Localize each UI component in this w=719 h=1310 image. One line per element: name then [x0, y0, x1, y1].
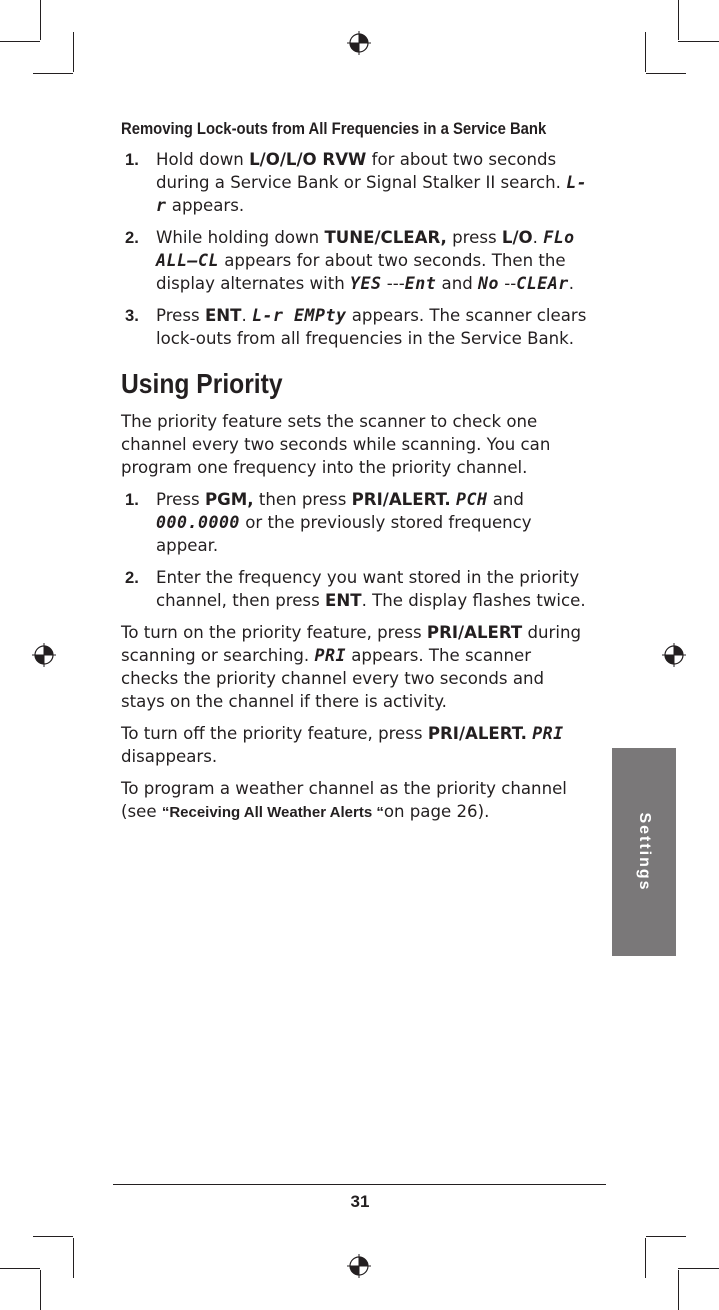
paragraph-text: on page 26).	[383, 802, 490, 821]
display-text: 000.0000	[156, 513, 240, 532]
step-number: 2.	[125, 228, 139, 247]
step-text: ---	[381, 274, 405, 293]
side-tab-label: Settings	[636, 812, 653, 892]
paragraph-text: To turn off the priority feature, press	[121, 724, 428, 743]
cross-reference-link[interactable]: “Receiving All Weather Alerts “	[161, 804, 384, 821]
step-text: appears.	[166, 196, 245, 215]
registration-mark-icon	[32, 643, 56, 667]
step-text: and	[487, 490, 524, 509]
step-text: Press	[156, 490, 205, 509]
crop-mark	[645, 1238, 646, 1278]
registration-mark-icon	[347, 31, 371, 55]
display-text: L-r	[156, 173, 588, 215]
paragraph-text: To turn on the priority feature, press	[121, 623, 427, 642]
list-item	[121, 304, 591, 350]
crop-mark	[40, 1270, 41, 1310]
step-text: press	[446, 228, 502, 247]
list-item	[121, 566, 591, 612]
page-number: 31	[350, 1192, 370, 1211]
step-text: While holding down	[156, 228, 325, 247]
key-name: L/O/L/O RVW	[249, 150, 367, 169]
step-text: Enter the frequency you want stored in the priority channel, then press	[156, 568, 580, 610]
display-text: PRI	[532, 724, 564, 743]
registration-mark-icon	[347, 1254, 371, 1278]
display-text: CLEAr	[516, 274, 569, 293]
step-text: .	[532, 228, 544, 247]
crop-mark	[73, 32, 74, 72]
step-text: for about two seconds during a Service Bank or Signal Stalker II search.	[156, 150, 567, 192]
crop-mark	[33, 1236, 73, 1237]
crop-mark	[73, 1238, 74, 1278]
key-name: PRI/ALERT.	[427, 724, 527, 743]
page-content	[121, 118, 591, 833]
crop-mark	[678, 1270, 679, 1310]
crop-mark	[678, 0, 679, 40]
step-text: --	[499, 274, 517, 293]
footer-divider	[113, 1184, 606, 1185]
display-text: PRI	[314, 646, 346, 665]
step-text: . The display flashes twice.	[361, 591, 586, 610]
crop-mark	[645, 32, 646, 72]
display-text: FLo ALL–CL	[156, 228, 575, 270]
crop-mark	[0, 41, 40, 42]
display-text: Ent	[404, 274, 437, 293]
paragraph-text: appears. The scanner checks the priority channel every two seconds and stays on the channel if there is activity.	[121, 646, 545, 711]
crop-mark	[0, 1268, 40, 1269]
turn-off-paragraph	[121, 722, 591, 768]
display-text: PCH	[455, 490, 488, 509]
display-text: No	[478, 274, 500, 293]
key-name: ENT	[325, 591, 362, 610]
weather-paragraph	[121, 777, 591, 824]
crop-mark	[646, 1236, 686, 1237]
registration-mark-icon	[662, 643, 686, 667]
list-item	[121, 488, 591, 557]
paragraph-text: disappears.	[121, 747, 218, 766]
step-text: Press	[156, 306, 205, 325]
display-text: L-r EMPty	[252, 306, 347, 325]
crop-mark	[646, 73, 686, 74]
key-name: PRI/ALERT	[426, 623, 523, 642]
paragraph-text: during scanning or searching.	[121, 623, 582, 665]
step-text: .	[568, 274, 575, 293]
step-number: 1.	[125, 150, 139, 169]
section-subheading: Removing Lock-outs from All Frequencies in a Service Bank	[121, 120, 547, 138]
step-text: appears. The scanner clears lock-outs from all frequencies in the Service Bank.	[156, 306, 587, 348]
key-name: L/O	[501, 228, 533, 247]
step-text: or the previously stored frequency appear.	[156, 513, 532, 555]
intro-paragraph: The priority feature sets the scanner to check one channel every two seconds while scanning. You can program one frequency into the priority channel.	[121, 412, 551, 477]
step-text: appears for about two seconds. Then the display alternates with	[156, 251, 566, 293]
key-name: ENT	[204, 306, 242, 325]
crop-mark	[40, 0, 41, 40]
step-text: then press	[253, 490, 352, 509]
crop-mark	[678, 41, 719, 42]
key-name: PGM,	[204, 490, 254, 509]
step-text: and	[436, 274, 479, 293]
key-name: TUNE/CLEAR,	[324, 228, 447, 247]
turn-on-paragraph	[121, 621, 591, 713]
key-name: PRI/ALERT.	[351, 490, 451, 509]
crop-mark	[33, 73, 73, 74]
list-item	[121, 148, 591, 217]
step-number: 1.	[125, 490, 139, 509]
step-text: .	[241, 306, 253, 325]
list-item	[121, 226, 591, 295]
page-title: Using Priority	[121, 368, 283, 399]
paragraph-text: To program a weather channel as the priority channel (see	[121, 779, 567, 821]
side-tab	[612, 748, 676, 956]
step-number: 2.	[125, 568, 139, 587]
step-number: 3.	[125, 306, 139, 325]
display-text: YES	[350, 274, 382, 293]
crop-mark	[678, 1268, 719, 1269]
step-text: Hold down	[156, 150, 250, 169]
